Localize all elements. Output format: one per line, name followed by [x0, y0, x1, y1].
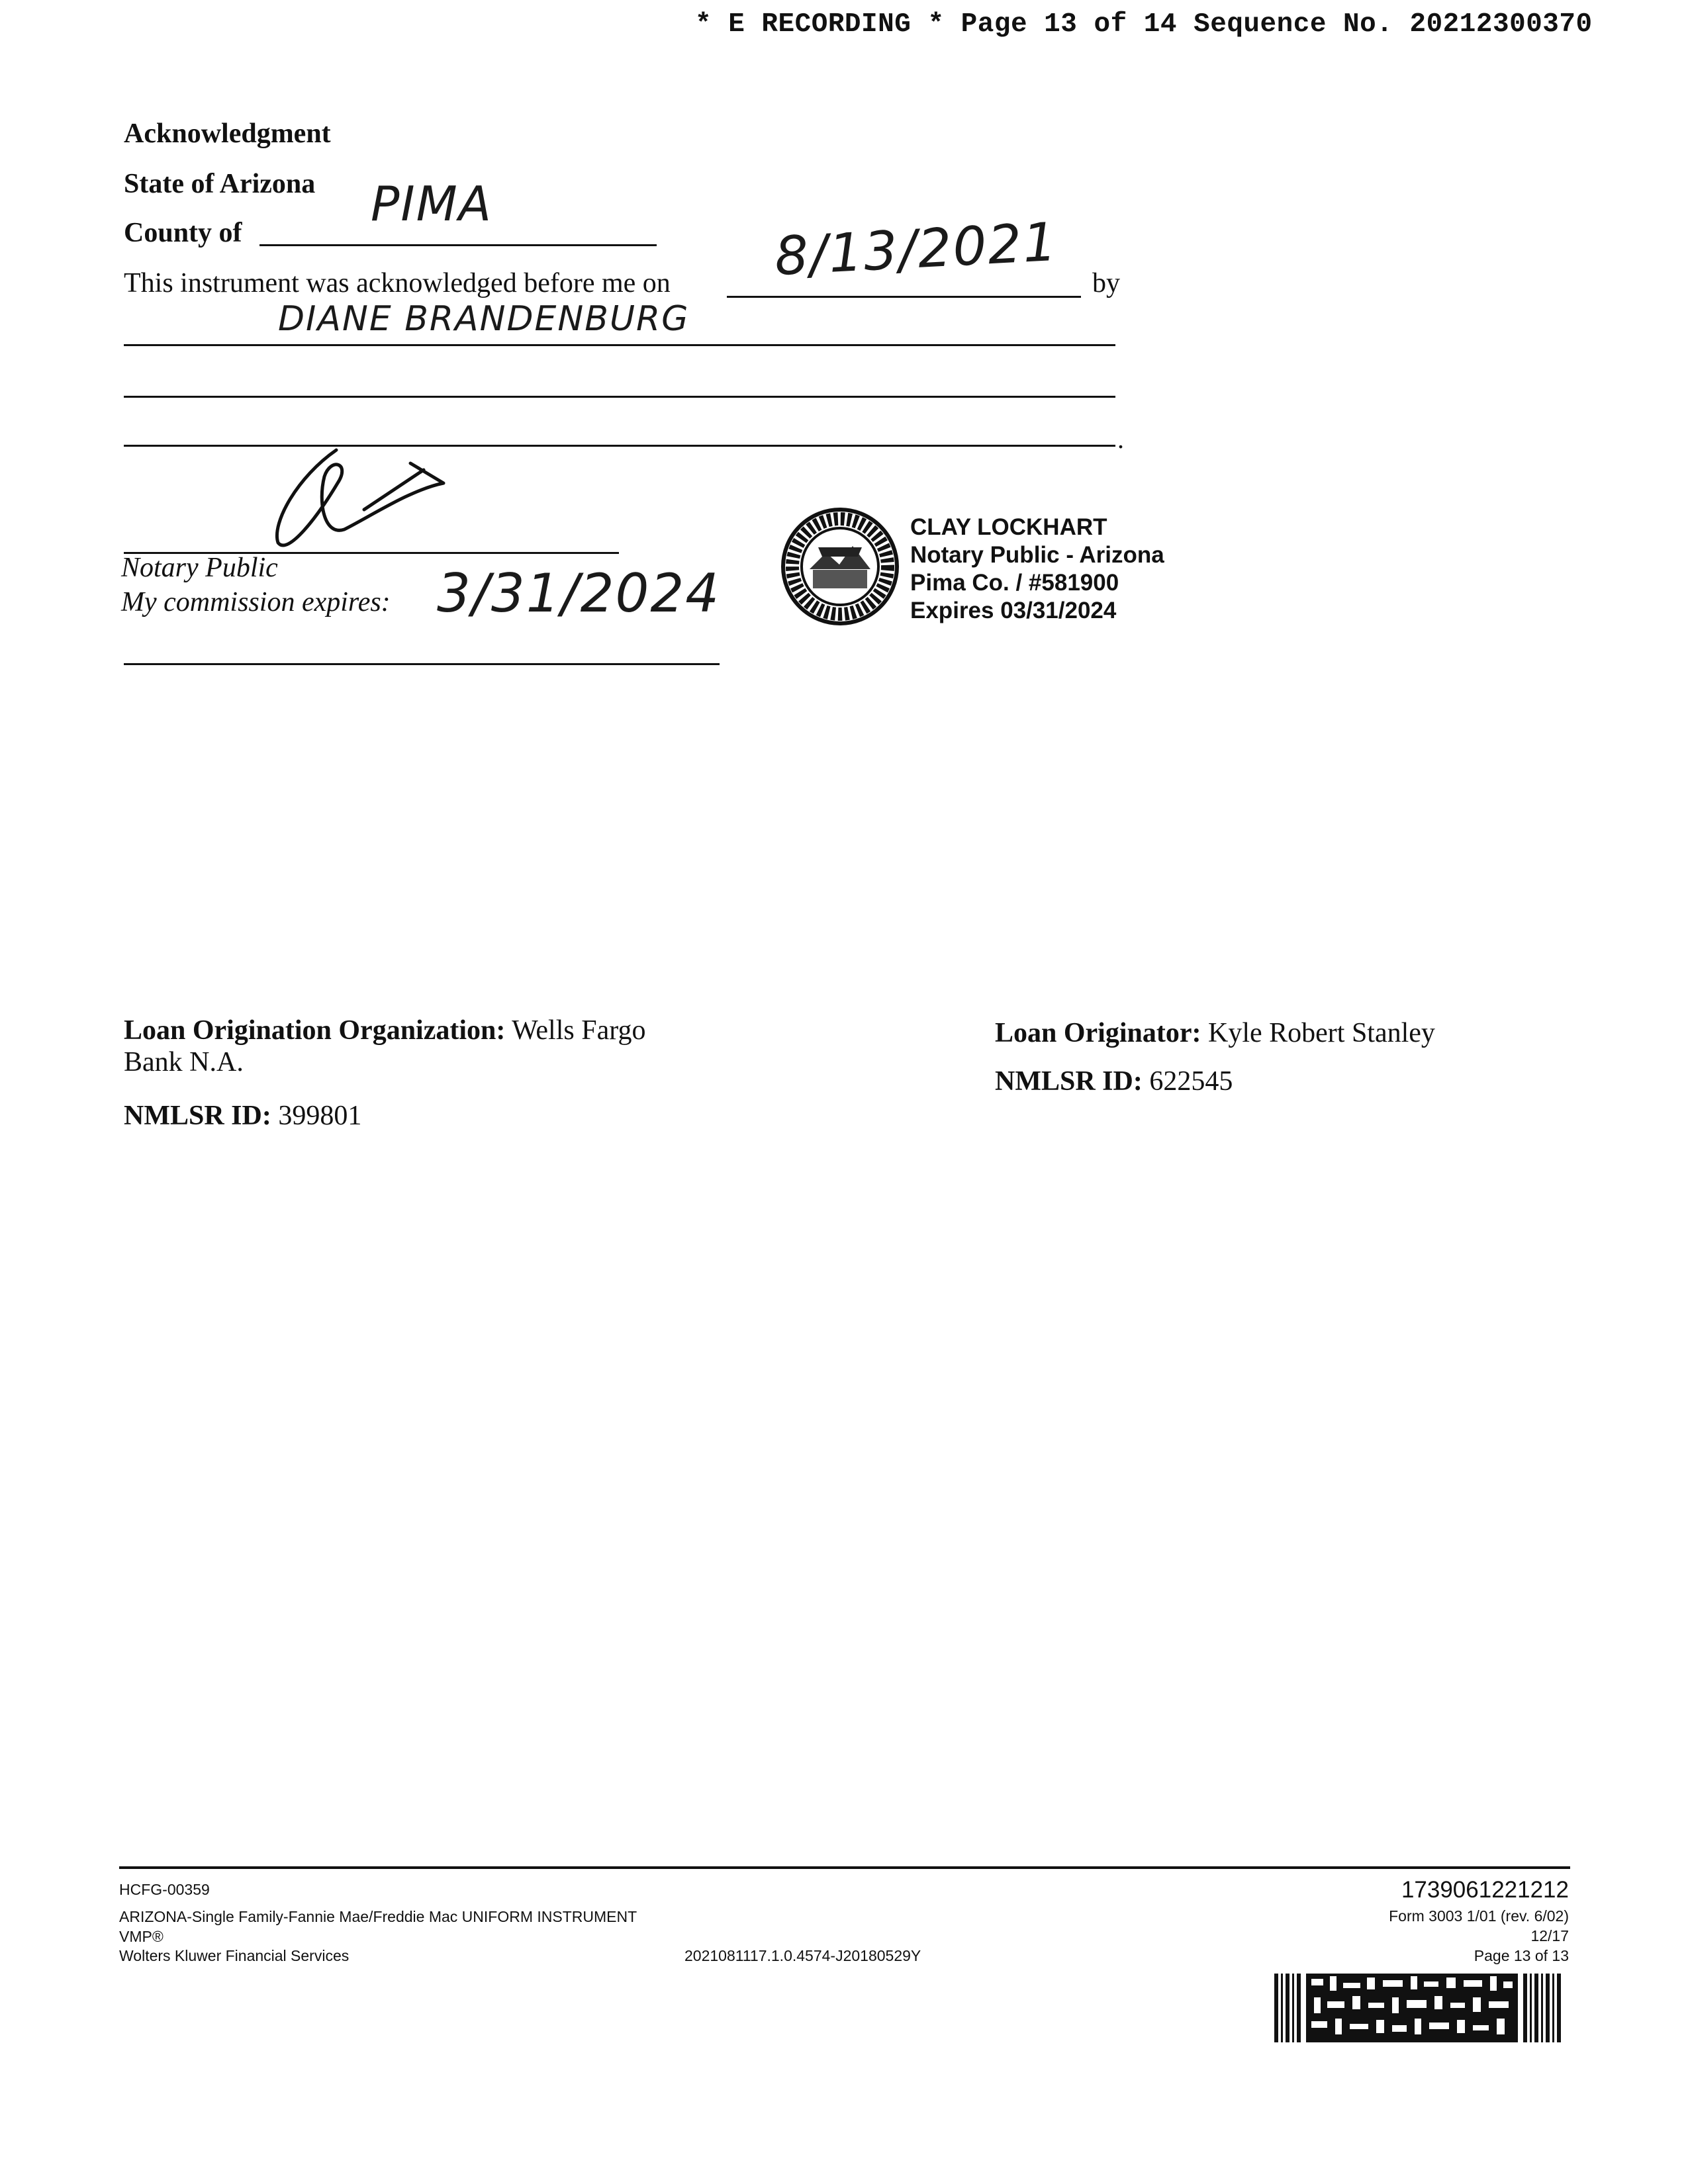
footer-vmp: VMP® [119, 1928, 164, 1945]
footer-code: HCFG-00359 [119, 1881, 210, 1898]
footer-rule [119, 1866, 1570, 1869]
instrument-text: This instrument was acknowledged before me on [124, 268, 671, 298]
commission-date-handwritten: 3/31/2024 [437, 563, 721, 624]
footer-publisher: Wolters Kluwer Financial Services [119, 1947, 350, 1964]
loan-org-nmlsr [124, 1100, 361, 1132]
loan-originator-nmlsr [995, 1066, 1233, 1097]
loan-org-nmlsr-value: 399801 [278, 1101, 362, 1131]
county-line [259, 244, 657, 246]
barcode-icon [1274, 1974, 1566, 2042]
by-label: by [1092, 268, 1120, 298]
state-label: State of Arizona [124, 169, 316, 199]
notary-stamp-expires: Expires 03/31/2024 [910, 598, 1117, 623]
loan-org-value-line1: Wells Fargo [512, 1015, 646, 1046]
recording-header: * E RECORDING * Page 13 of 14 Sequence No. 20212300370 [695, 9, 1593, 40]
loan-originator-value: Kyle Robert Stanley [1208, 1018, 1435, 1048]
footer-page: Page 13 of 13 [1474, 1947, 1569, 1964]
county-label: County of [124, 218, 242, 248]
notary-stamp-county: Pima Co. / #581900 [910, 570, 1119, 596]
footer-instrument: ARIZONA-Single Family-Fannie Mae/Freddie Mac UNIFORM INSTRUMENT [119, 1908, 637, 1925]
notary-public-label: Notary Public [121, 553, 278, 583]
signer-name-handwritten: DIANE BRANDENBURG [278, 299, 690, 339]
commission-line [124, 663, 720, 665]
signer-line-2 [124, 396, 1115, 398]
loan-org-label: Loan Origination Organization: [124, 1015, 506, 1046]
county-handwritten: PIMA [371, 176, 493, 232]
arizona-seal-icon [780, 506, 900, 627]
notary-signature [252, 437, 463, 556]
footer-loan-number: 1739061221212 [1401, 1877, 1569, 1903]
date-handwritten: 8/13/2021 [773, 210, 1060, 288]
footer-doc-id: 2021081117.1.0.4574-J20180529Y [684, 1947, 921, 1964]
commission-label: My commission expires: [121, 587, 391, 617]
notary-stamp-title: Notary Public - Arizona [910, 542, 1164, 568]
loan-org-value-line2: Bank N.A. [124, 1047, 244, 1077]
loan-org-block [124, 1015, 720, 1078]
loan-originator [995, 1017, 1435, 1049]
signer-period: . [1117, 424, 1124, 454]
footer-form: Form 3003 1/01 (rev. 6/02) [1389, 1907, 1569, 1925]
loan-originator-label: Loan Originator: [995, 1018, 1201, 1048]
loan-originator-nmlsr-label: NMLSR ID: [995, 1066, 1143, 1097]
footer-revision: 12/17 [1530, 1927, 1569, 1944]
acknowledgment-title: Acknowledgment [124, 118, 331, 149]
signer-line-1 [124, 344, 1115, 346]
date-line [727, 296, 1081, 298]
notary-stamp-name: CLAY LOCKHART [910, 514, 1107, 540]
loan-originator-nmlsr-value: 622545 [1149, 1066, 1233, 1097]
loan-org-nmlsr-label: NMLSR ID: [124, 1101, 271, 1131]
